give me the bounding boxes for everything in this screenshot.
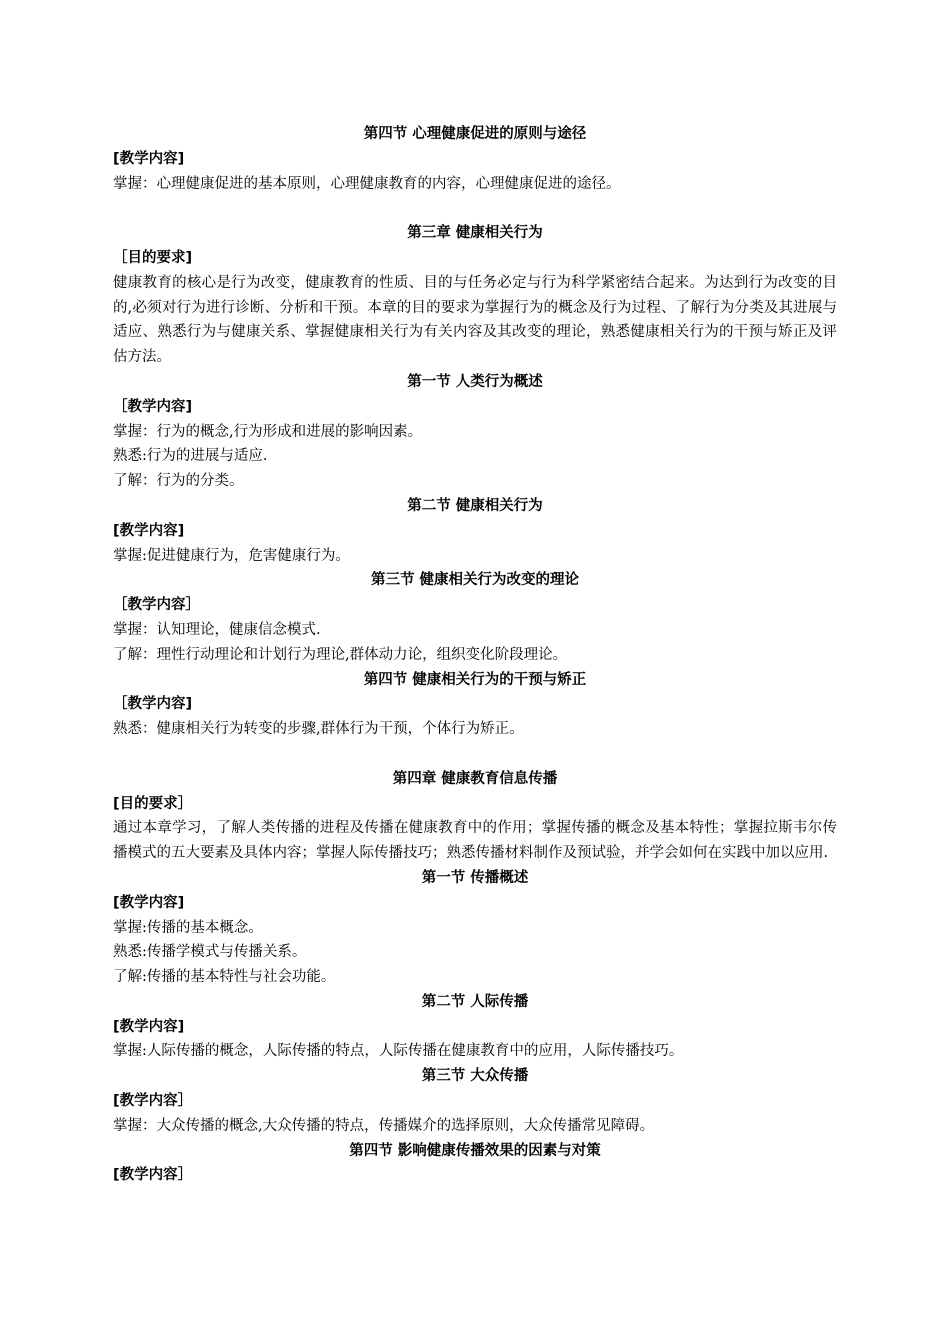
section-title: 第一节 人类行为概述	[407, 373, 543, 390]
section-title: 第一节 传播概述	[421, 869, 529, 886]
section-title: 第三节 大众传播	[421, 1068, 529, 1085]
section-label: ［教学内容]	[113, 696, 193, 713]
section-title: 第二节 健康相关行为	[407, 497, 543, 514]
section-label: [教学内容］	[113, 1167, 193, 1184]
content-line: 掌握：认知理论，健康信念模式.	[113, 621, 321, 638]
chapter-goal-paragraph: 健康教育的核心是行为改变，健康教育的性质、目的与任务必定与行为科学紧密结合起来。为达到行为改变的目的,必须对行为进行诊断、分析和干预。本章的目的要求为掌握行为的概念及行为过程、了解行为分类及其进展与适应、熟悉行为与健康关系、掌握健康相关行为有关内容及其改变的理论，熟悉健康相关行为的干预与矫正及评估方法。	[113, 274, 837, 366]
section-label: ［目的要求]	[113, 249, 193, 266]
content-line: 熟悉：健康相关行为转变的步骤,群体行为干预，个体行为矫正。	[113, 721, 524, 738]
section-label: ［教学内容]	[113, 398, 193, 415]
content-line: 掌握：大众传播的概念,大众传播的特点，传播媒介的选择原则，大众传播常见障碍。	[113, 1117, 655, 1134]
spacer	[113, 742, 837, 767]
section-label: [教学内容]	[113, 522, 185, 539]
spacer	[113, 196, 837, 221]
section-title: 第四节 影响健康传播效果的因素与对策	[349, 1142, 601, 1159]
section-title: 第四节 健康相关行为的干预与矫正	[363, 671, 587, 688]
chapter-title: 第三章 健康相关行为	[407, 225, 543, 242]
content-line: 了解：理性行动理论和计划行为理论,群体动力论，组织变化阶段理论。	[113, 646, 568, 663]
section-label: [教学内容]	[113, 150, 185, 167]
document-page	[113, 122, 837, 1188]
section-label: [教学内容]	[113, 894, 185, 911]
section-title: 第二节 人际传播	[421, 993, 529, 1010]
content-line: 掌握:人际传播的概念，人际传播的特点，人际传播在健康教育中的应用，人际传播技巧。	[113, 1043, 684, 1060]
section-label: [教学内容］	[113, 1093, 193, 1110]
content-line: 掌握：行为的概念,行为形成和进展的影响因素。	[113, 423, 423, 440]
chapter-title: 第四章 健康教育信息传播	[392, 770, 558, 787]
content-line: 熟悉:传播学模式与传播关系。	[113, 944, 307, 961]
content-line: 掌握：心理健康促进的基本原则，心理健康教育的内容，心理健康促进的途径。	[113, 175, 621, 192]
section-title: 第四节 心理健康促进的原则与途径	[363, 126, 587, 142]
content-line: 掌握:促进健康行为，危害健康行为。	[113, 547, 350, 564]
content-line: 了解:传播的基本特性与社会功能。	[113, 969, 336, 986]
section-label: ［教学内容］	[113, 597, 200, 614]
chapter-goal-paragraph: 通过本章学习，了解人类传播的进程及传播在健康教育中的作用；掌握传播的概念及基本特性；掌握拉斯韦尔传播模式的五大要素及具体内容；掌握人际传播技巧；熟悉传播材料制作及预试验，并学会如何在实践中加以应用.	[113, 820, 837, 862]
content-line: 熟悉:行为的进展与适应.	[113, 448, 268, 465]
content-line: 了解：行为的分类。	[113, 473, 244, 490]
section-title: 第三节 健康相关行为改变的理论	[370, 572, 580, 589]
content-line: 掌握:传播的基本概念。	[113, 919, 263, 936]
section-label: [目的要求］	[113, 795, 193, 812]
section-label: [教学内容]	[113, 1018, 185, 1035]
